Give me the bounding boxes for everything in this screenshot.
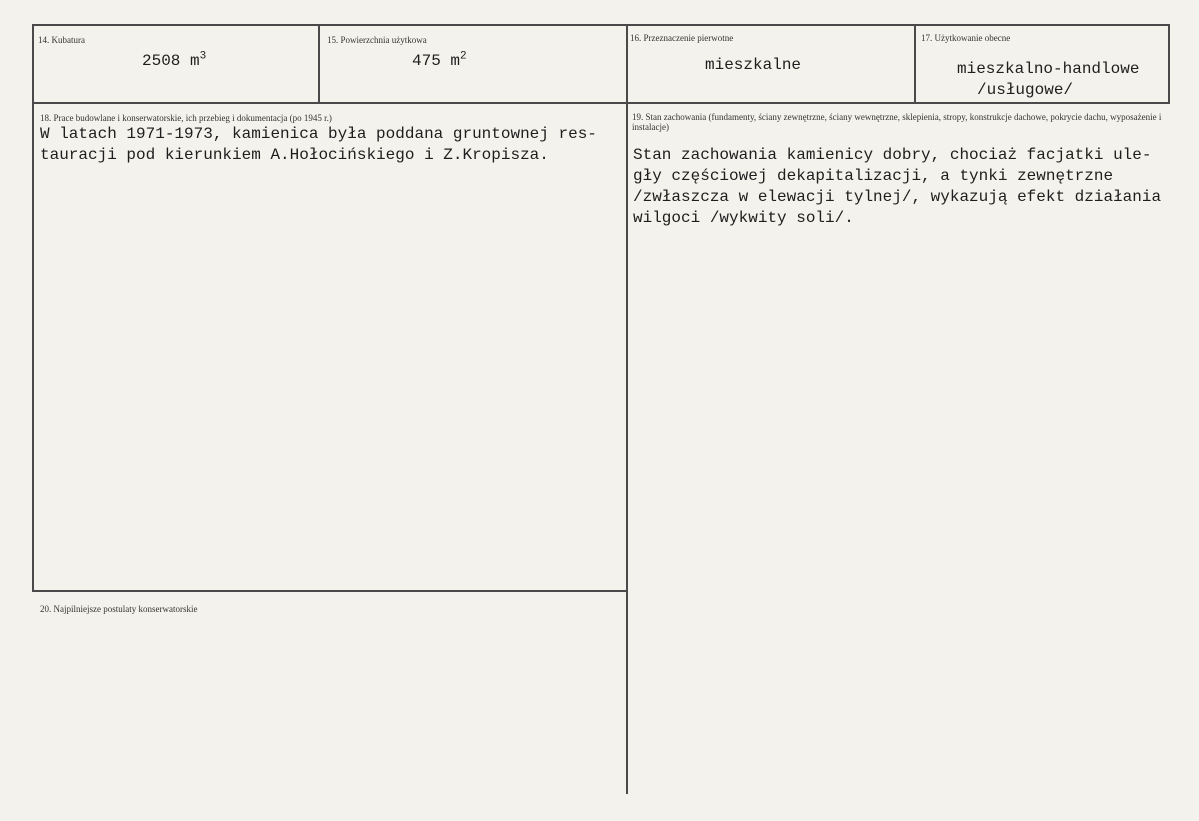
top-border (32, 24, 1170, 26)
field14-value: 2508 $m^3$ (142, 50, 207, 70)
divider-16-17 (914, 24, 916, 104)
field15-label: 15. Powierzchnia użytkowa (327, 35, 427, 45)
field17-value-line2: /usługowe/ (977, 81, 1074, 99)
field17-value-line1: mieszkalno-handlowe (957, 60, 1140, 78)
field18-bottom-border (32, 590, 628, 592)
field16-label: 16. Przeznaczenie pierwotne (630, 33, 734, 43)
field18-label: 18. Prace budowlane i konserwatorskie, ich przebieg i dokumentacja (po 1945 r.) (40, 113, 332, 123)
field18-text: W latach 1971-1973, kamienica była poddana gruntownej res- tauracji pod kierunkiem A.Hołocińskiego i Z.Kropisza. (40, 125, 597, 164)
field17-label: 17. Użytkowanie obecne (921, 33, 1011, 43)
left-border (32, 24, 34, 591)
field19-text: Stan zachowania kamienicy dobry, chociaż facjatki ule- gły częściowej dekapitalizacji, a tynki zewnętrzne /zwłaszcza w elewacji tylnej/, wykazują efekt działania wilgoci /wykwity soli/. (633, 146, 1162, 227)
center-divider (626, 24, 628, 794)
divider-14-15 (318, 24, 320, 104)
field16-value: mieszkalne (705, 56, 802, 74)
field15-value: 475 $m^2$ (412, 50, 467, 70)
field14-label: 14. Kubatura (38, 35, 85, 45)
field20-label: 20. Najpilniejsze postulaty konserwatorskie (40, 604, 198, 614)
row1-bottom-border (32, 102, 1170, 104)
field19-label: 19. Stan zachowania (fundamenty, ściany zewnętrzne, ściany wewnętrzne, sklepienia, stropy, konstrukcje dachowe, pokrycie dachu, wyposażenie i instalacje) (632, 112, 1162, 132)
right-border (1168, 24, 1170, 104)
